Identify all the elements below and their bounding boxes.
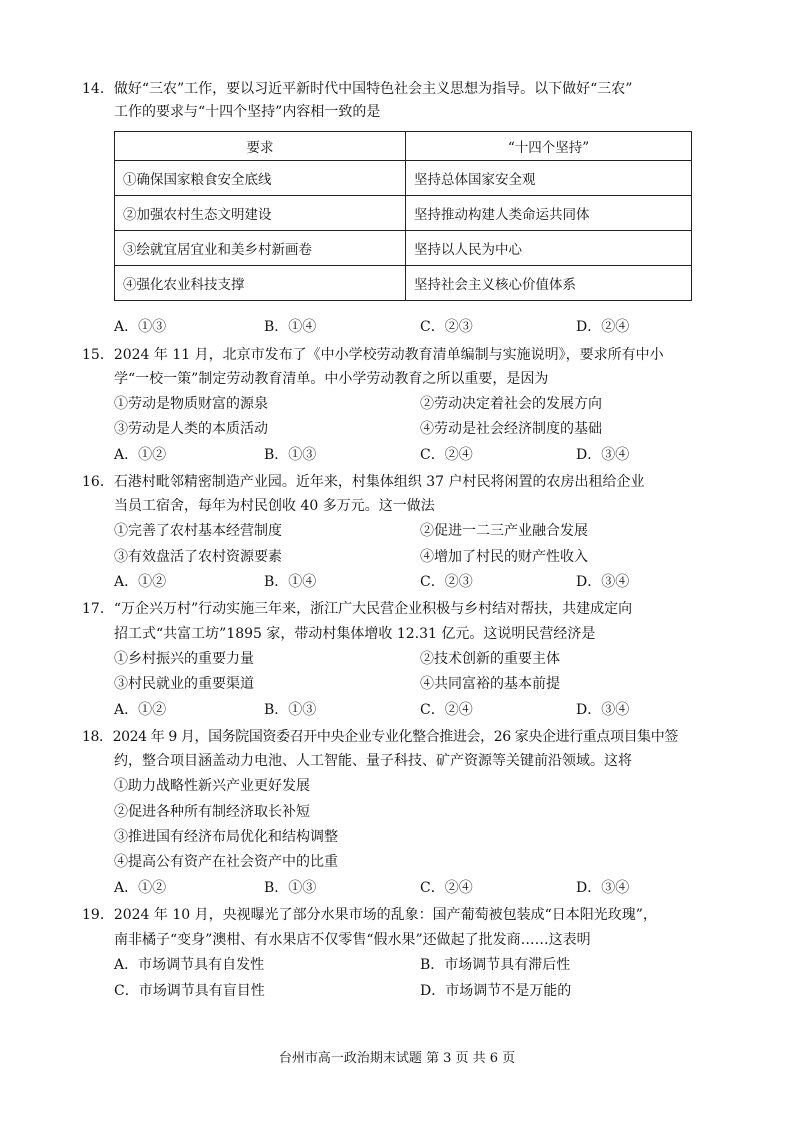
table-cell: 坚持以人民为中心 [406, 231, 692, 266]
q18-statement-2: ②促进各种所有制经济取长补短 [114, 804, 310, 820]
q18-stem-line-2: 约，整合项目涵盖动力电池、人工智能、量子科技、矿产资源等关键前沿领域。这将 [114, 753, 632, 769]
q16-options [114, 571, 714, 591]
option-b[interactable]: B．①④ [264, 574, 317, 590]
q17-stem-line-1: 17．“万企兴万村”行动实施三年来，浙江广大民营企业积极与乡村结对帮扶，共建成定向 [82, 601, 633, 617]
option-b[interactable]: B．①④ [264, 319, 317, 335]
statement-1: ①乡村振兴的重要力量 [114, 651, 254, 667]
table-cell: ④强化农业科技支撑 [115, 266, 406, 301]
option-c[interactable]: C．市场调节具有盲目性 [114, 983, 265, 999]
option-a[interactable]: A．①② [114, 574, 167, 590]
q17-statements-row-1 [114, 648, 714, 668]
option-b[interactable]: B．①③ [264, 880, 317, 896]
option-a[interactable]: A．市场调节具有自发性 [114, 957, 265, 973]
q14-options [114, 316, 714, 336]
option-a[interactable]: A．①② [114, 880, 167, 896]
q16-statements-row-1 [114, 520, 714, 540]
option-d[interactable]: D．②④ [576, 319, 630, 335]
q15-options [114, 444, 714, 464]
statement-3: ③劳动是人类的本质活动 [114, 421, 268, 437]
table-header-requirement: 要求 [115, 132, 406, 161]
q19-stem-line-2: 南非橘子“变身”澳柑、有水果店不仅零售“假水果”还做起了批发商……这表明 [114, 932, 591, 948]
option-c[interactable]: C．②③ [420, 574, 473, 590]
option-b[interactable]: B．①③ [264, 447, 317, 463]
q16-stem-line-1: 16．石港村毗邻精密制造产业园。近年来，村集体组织 37 户村民将闲置的农房出租给企业 [82, 474, 645, 490]
option-a[interactable]: A．①③ [114, 319, 167, 335]
option-d[interactable]: D．③④ [576, 574, 630, 590]
option-c[interactable]: C．②④ [420, 880, 473, 896]
option-d[interactable]: D．③④ [576, 447, 630, 463]
statement-1: ①劳动是物质财富的源泉 [114, 396, 268, 412]
q17-stem-line-2: 招工式“共富工坊”1895 家，带动村集体增收 12.31 亿元。这说明民营经济是 [114, 626, 596, 642]
q18-options [114, 877, 714, 897]
q18-statement-4: ④提高公有资产在社会资产中的比重 [114, 854, 338, 870]
statement-2: ②劳动决定着社会的发展方向 [420, 396, 602, 412]
option-d[interactable]: D．③④ [576, 880, 630, 896]
option-b[interactable]: B．市场调节具有滞后性 [420, 957, 571, 973]
statement-4: ④共同富裕的基本前提 [420, 676, 560, 692]
option-a[interactable]: A．①② [114, 702, 167, 718]
q14-stem-line-2: 工作的要求与“十四个坚持”内容相一致的是 [114, 104, 381, 120]
table-cell: 坚持社会主义核心价值体系 [406, 266, 692, 301]
table-cell: 坚持总体国家安全观 [406, 161, 692, 196]
q17-options [114, 699, 714, 719]
q14-stem-line-1: 14．做好“三农”工作，要以习近平新时代中国特色社会主义思想为指导。以下做好“三农” [82, 81, 633, 97]
table-cell: ③绘就宜居宜业和美乡村新画卷 [115, 231, 406, 266]
option-c[interactable]: C．②④ [420, 447, 473, 463]
table-header-row [115, 132, 692, 161]
q14-requirements-table [114, 131, 692, 301]
option-d[interactable]: D．③④ [576, 702, 630, 718]
q19-stem-line-1: 19．2024 年 10 月，央视曝光了部分水果市场的乱象：国产葡萄被包装成“日本阳光玫瑰”， [82, 907, 657, 923]
page-footer: 台州市高一政治期末试题 第 3 页 共 6 页 [278, 1051, 516, 1066]
table-header-fourteen-adherences: “十四个坚持” [406, 132, 692, 161]
table-cell: ①确保国家粮食安全底线 [115, 161, 406, 196]
table-cell: ②加强农村生态文明建设 [115, 196, 406, 231]
table-row [115, 231, 692, 266]
table-row [115, 161, 692, 196]
statement-2: ②技术创新的重要主体 [420, 651, 560, 667]
statement-4: ④劳动是社会经济制度的基础 [420, 421, 602, 437]
q18-statement-1: ①助力战略性新兴产业更好发展 [114, 778, 310, 794]
table-row [115, 266, 692, 301]
table-row [115, 196, 692, 231]
option-a[interactable]: A．①② [114, 447, 167, 463]
statement-3: ③村民就业的重要渠道 [114, 676, 254, 692]
option-c[interactable]: C．②④ [420, 702, 473, 718]
option-c[interactable]: C．②③ [420, 319, 473, 335]
q19-options-row-1 [114, 954, 714, 974]
table-cell: 坚持推动构建人类命运共同体 [406, 196, 692, 231]
q15-statements-row-1 [114, 393, 714, 413]
q17-statements-row-2 [114, 673, 714, 693]
statement-4: ④增加了村民的财产性收入 [420, 549, 588, 565]
statement-2: ②促进一二三产业融合发展 [420, 523, 588, 539]
q15-statements-row-2 [114, 418, 714, 438]
q18-statement-3: ③推进国有经济布局优化和结构调整 [114, 829, 338, 845]
statement-1: ①完善了农村基本经营制度 [114, 523, 282, 539]
q15-stem-line-1: 15．2024 年 11 月，北京市发布了《中小学校劳动教育清单编制与实施说明》，要求所有中小 [82, 347, 664, 363]
q16-stem-line-2: 当员工宿舍，每年为村民创收 40 多万元。这一做法 [114, 498, 435, 514]
option-d[interactable]: D．市场调节不是万能的 [420, 983, 572, 999]
option-b[interactable]: B．①③ [264, 702, 317, 718]
q18-stem-line-1: 18．2024 年 9 月，国务院国资委召开中央企业专业化整合推进会，26 家央企进行重点项目集中签 [82, 729, 678, 745]
statement-3: ③有效盘活了农村资源要素 [114, 549, 282, 565]
q19-options-row-2 [114, 980, 714, 1000]
q15-stem-line-2: 学“一校一策”制定劳动教育清单。中小学劳动教育之所以重要，是因为 [114, 371, 549, 387]
q16-statements-row-2 [114, 546, 714, 566]
